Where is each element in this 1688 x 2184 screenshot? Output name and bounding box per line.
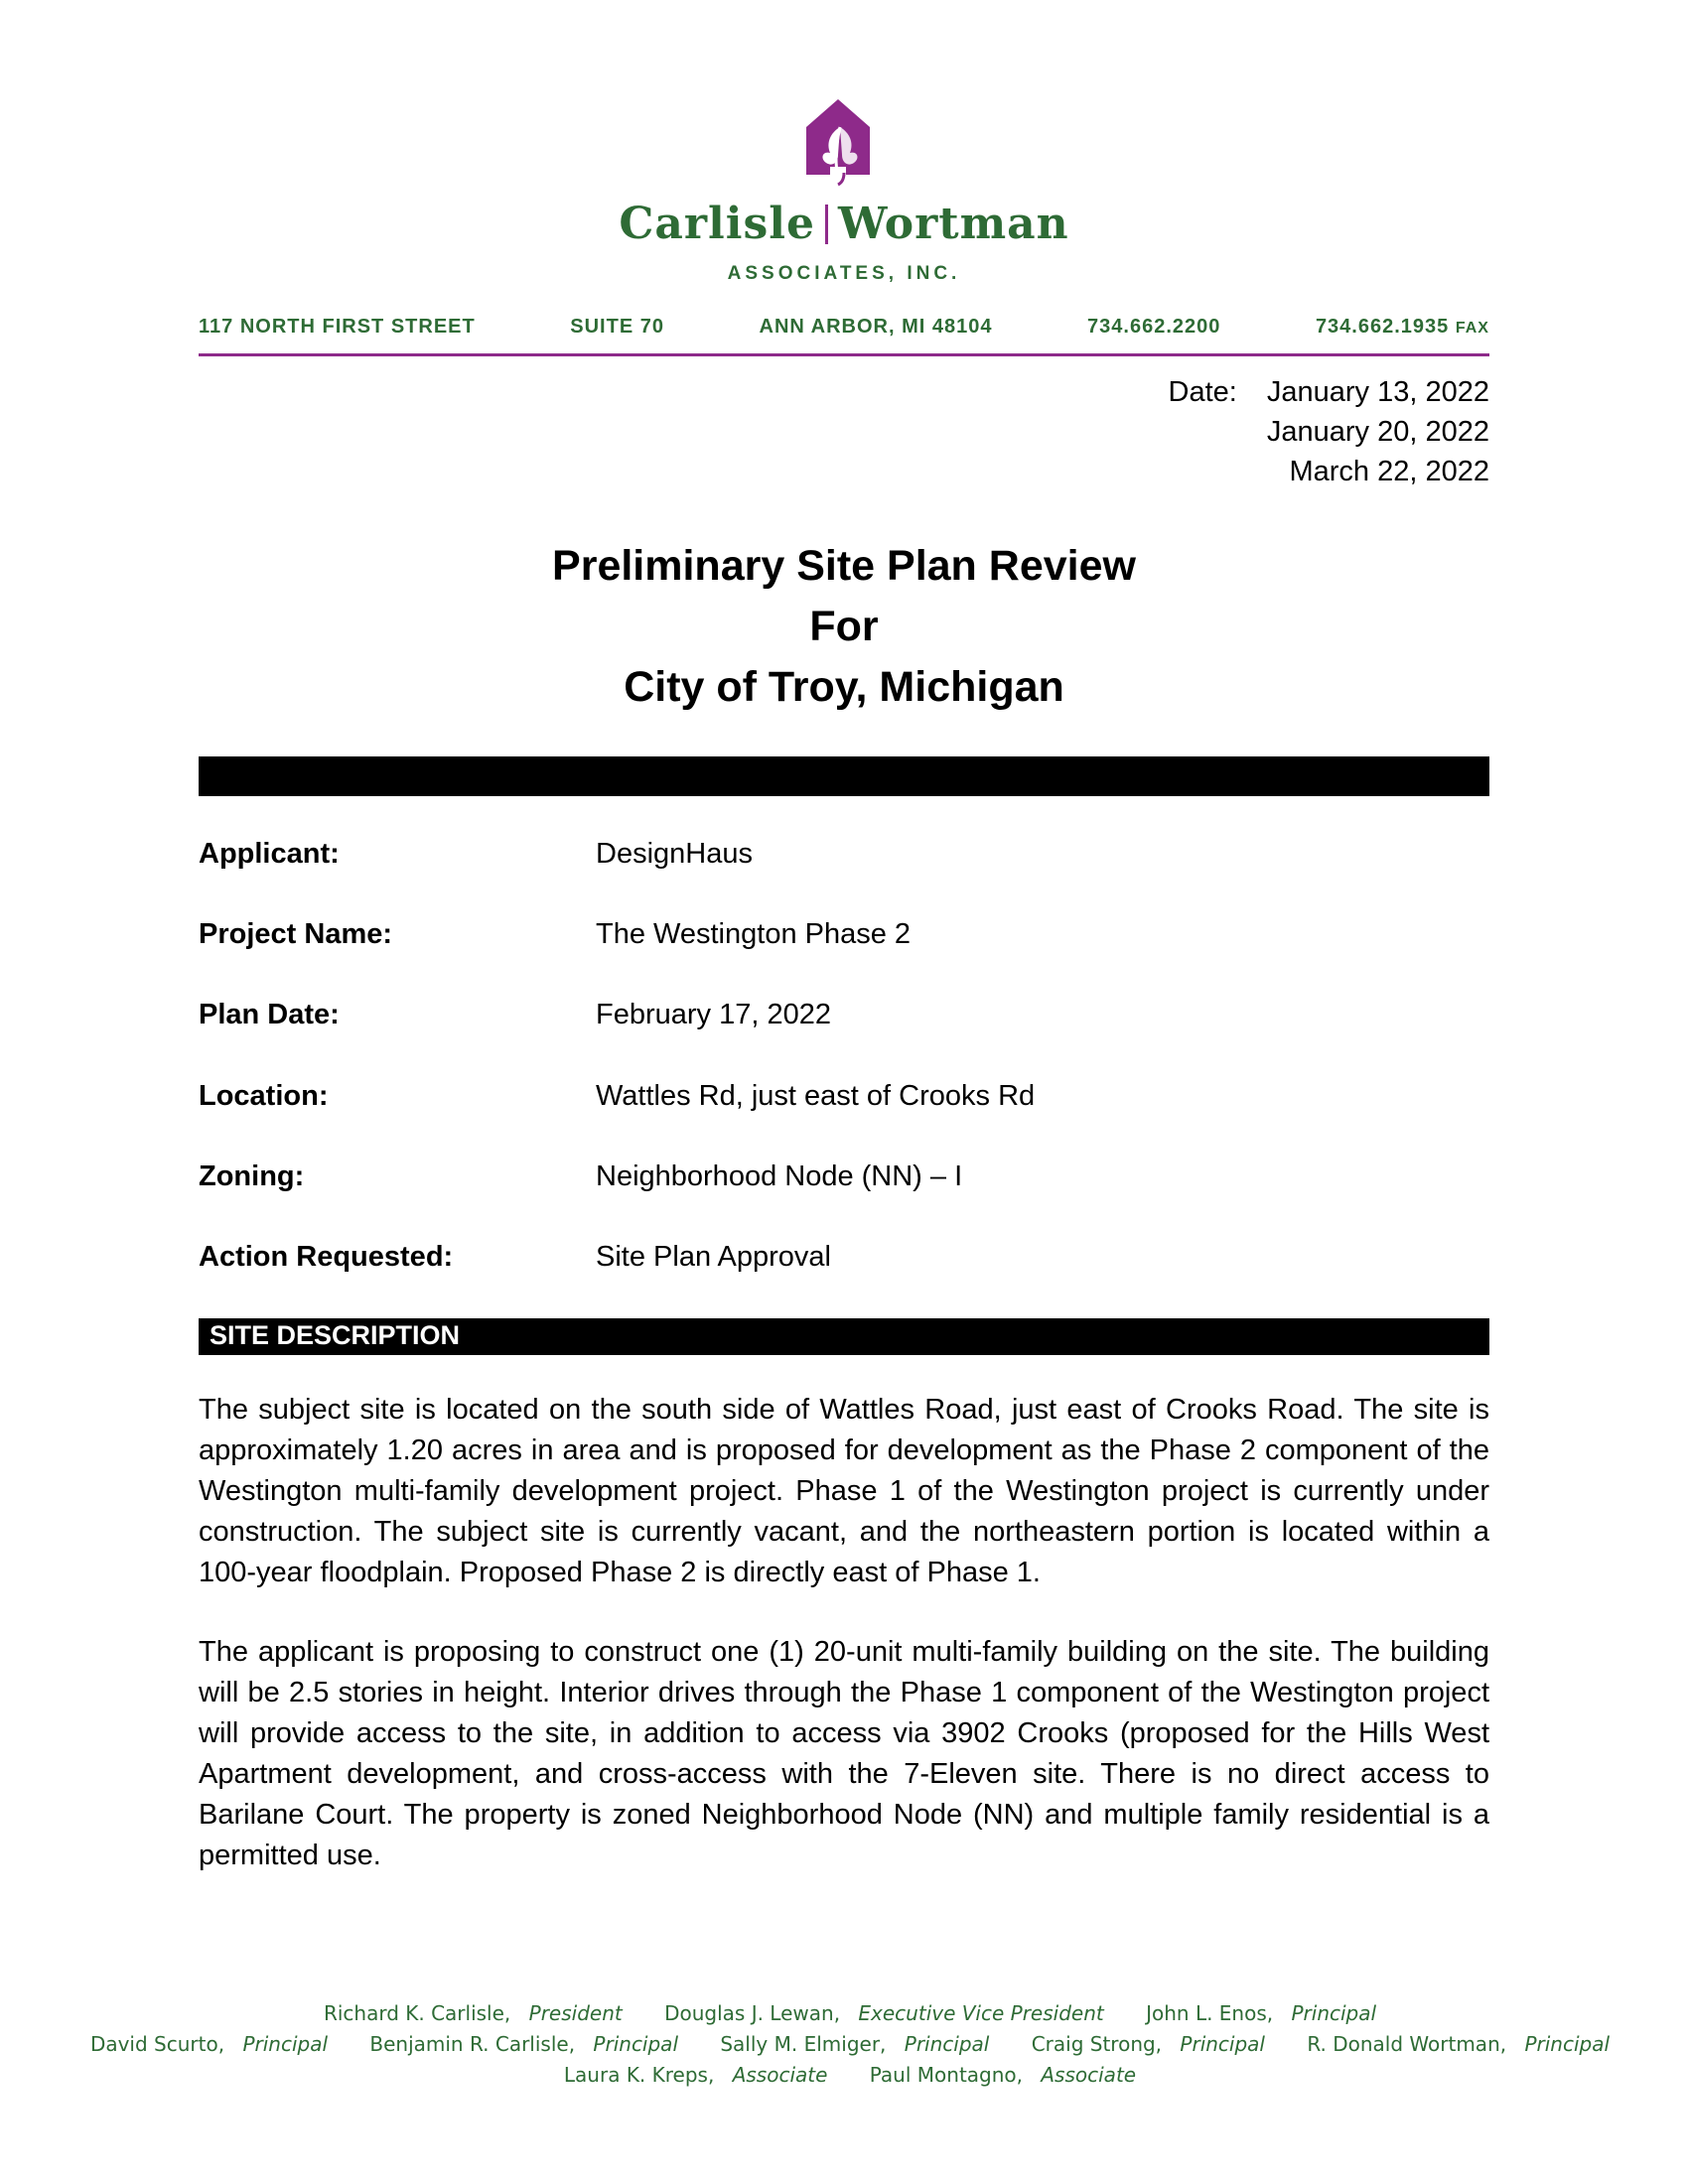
- staff-name: Craig Strong,: [1031, 2032, 1163, 2056]
- address-city: ANN ARBOR, MI 48104: [759, 316, 993, 338]
- staff-entry: [1020, 2032, 1265, 2056]
- staff-entry: [552, 2063, 828, 2087]
- field-zoning: [199, 1160, 1489, 1200]
- title-separator-bar: [199, 756, 1489, 796]
- staff-entry: [78, 2032, 328, 2056]
- date-label: Date:: [1168, 376, 1237, 408]
- field-location: [199, 1080, 1489, 1120]
- staff-name: Douglas J. Lewan,: [664, 2001, 841, 2025]
- company-name-divider: [825, 205, 828, 244]
- body-paragraph: The applicant is proposing to construct one (1) 20-unit multi-family building on the site. The building will be 2.5 stories in height. Interior drives through the Phase 1 component of the Westington project will provide access to the site, in addition to access via 3902 Crooks (proposed for the Hills West Apartment development, and cross-access with the 7-Eleven site. There is no direct access to Barilane Court. The property is zoned Neighborhood Node (NN) and multiple family residential is a permitted use.: [199, 1636, 1489, 1871]
- field-value: February 17, 2022: [596, 999, 831, 1030]
- date-value: January 13, 2022: [1266, 376, 1489, 408]
- staff-name: John L. Enos,: [1146, 2001, 1274, 2025]
- address-line: [199, 316, 1489, 339]
- fax-label: FAX: [1455, 320, 1489, 337]
- company-subtitle: ASSOCIATES, INC.: [727, 263, 961, 284]
- field-project-name: [199, 918, 1489, 958]
- address-street: 117 NORTH FIRST STREET: [199, 316, 476, 338]
- field-value: Neighborhood Node (NN) – I: [596, 1160, 963, 1192]
- footer-line: [0, 2060, 1688, 2091]
- staff-title: Principal: [242, 2032, 329, 2056]
- footer-line: [0, 2029, 1688, 2060]
- section-heading: SITE DESCRIPTION: [210, 1320, 461, 1350]
- field-value: Site Plan Approval: [596, 1241, 831, 1273]
- title-line: City of Troy, Michigan: [624, 663, 1064, 711]
- staff-entry: [708, 2032, 989, 2056]
- fax-number: 734.662.1935: [1315, 316, 1450, 338]
- field-action-requested: [199, 1241, 1489, 1281]
- header-divider: [199, 353, 1489, 356]
- staff-title: Executive Vice President: [858, 2001, 1104, 2025]
- staff-name: Benjamin R. Carlisle,: [369, 2032, 576, 2056]
- field-label: Location:: [199, 1080, 329, 1112]
- company-name: [0, 199, 1688, 249]
- house-leaf-logo-icon: [800, 97, 876, 189]
- staff-entry: [1295, 2032, 1610, 2056]
- staff-title: Principal: [593, 2032, 678, 2056]
- body-paragraph: The subject site is located on the south side of Wattles Road, just east of Crooks Road. The site is approximately 1.20 acres in area and is proposed for development as the Phase 2 component of the Westington multi-family development project. Phase 1 of the Westington project is currently under construction. The subject site is currently vacant, and the northeastern portion is located within a 100-year floodplain. Proposed Phase 2 is directly east of Phase 1.: [199, 1394, 1489, 1588]
- staff-name: Richard K. Carlisle,: [323, 2001, 511, 2025]
- staff-title: Principal: [1291, 2001, 1377, 2025]
- date-block: [1169, 372, 1489, 491]
- staff-name: Laura K. Kreps,: [563, 2063, 715, 2087]
- staff-name: R. Donald Wortman,: [1307, 2032, 1507, 2056]
- date-value: March 22, 2022: [1289, 456, 1489, 487]
- staff-title: Principal: [1180, 2032, 1265, 2056]
- staff-title: Associate: [1041, 2063, 1137, 2087]
- section-heading-bar: [199, 1318, 1489, 1355]
- staff-title: Principal: [1524, 2032, 1611, 2056]
- staff-entry: [652, 2001, 1104, 2025]
- staff-name: Sally M. Elmiger,: [720, 2032, 887, 2056]
- field-label: Applicant:: [199, 838, 340, 870]
- company-name-left: Carlisle: [619, 199, 815, 249]
- title-line: For: [809, 603, 879, 650]
- field-applicant: [199, 838, 1489, 878]
- field-plan-date: [199, 999, 1489, 1038]
- field-value: DesignHaus: [596, 838, 753, 870]
- staff-name: Paul Montagno,: [869, 2063, 1024, 2087]
- address-suite: SUITE 70: [570, 316, 664, 338]
- field-label: Zoning:: [199, 1160, 305, 1192]
- date-value: January 20, 2022: [1266, 416, 1489, 448]
- company-name-right: Wortman: [837, 199, 1069, 249]
- footer-line: [0, 1998, 1688, 2029]
- staff-title: Associate: [732, 2063, 828, 2087]
- staff-title: President: [528, 2001, 623, 2025]
- address-fax: [1316, 316, 1489, 339]
- staff-entry: [357, 2032, 678, 2056]
- field-label: Action Requested:: [199, 1241, 454, 1273]
- staff-entry: [1134, 2001, 1376, 2025]
- staff-title: Principal: [904, 2032, 990, 2056]
- staff-name: David Scurto,: [89, 2032, 225, 2056]
- footer-staff-list: [0, 1998, 1688, 2091]
- field-value: Wattles Rd, just east of Crooks Rd: [596, 1080, 1036, 1112]
- field-label: Project Name:: [199, 918, 393, 950]
- field-value: The Westington Phase 2: [596, 918, 912, 950]
- address-phone: 734.662.2200: [1087, 316, 1221, 338]
- title-line: Preliminary Site Plan Review: [552, 542, 1136, 590]
- staff-entry: [312, 2001, 623, 2025]
- staff-entry: [858, 2063, 1136, 2087]
- field-label: Plan Date:: [199, 999, 340, 1030]
- document-title: [0, 536, 1688, 718]
